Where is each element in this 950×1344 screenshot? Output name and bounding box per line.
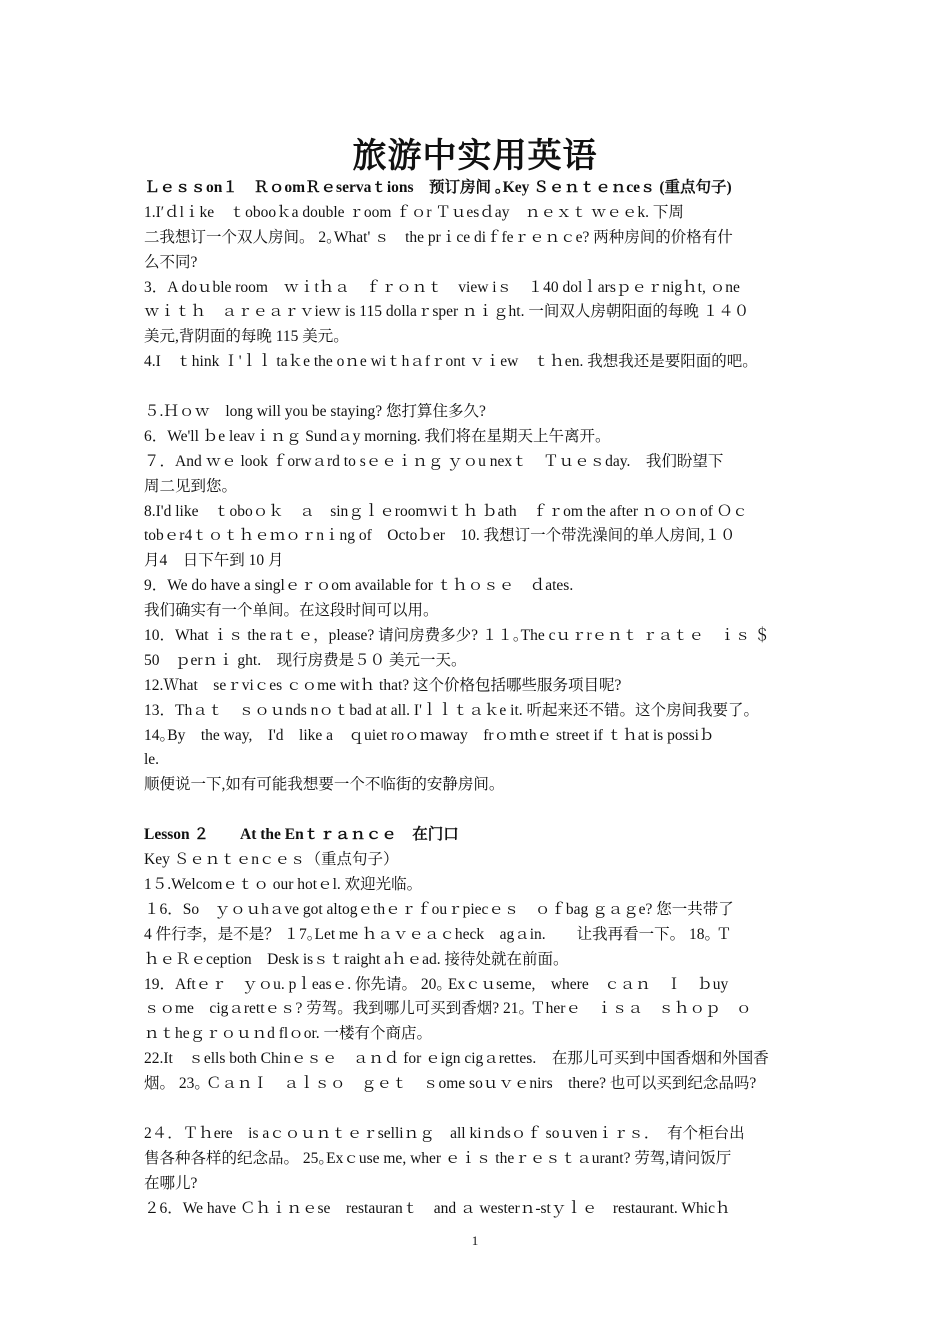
text-line: ２6．We have Ｃｈｉｎｅse restauranｔ and ａ westerｎ-stｙｌｅ restaurant. Whicｈ xyxy=(144,1199,731,1217)
text-line: 烟。 23｡ ＣａｎＩ ａｌｓｏ ｇｅｔ ｓome soｕｖｅnirs there? 也可以买到纪念品吗? xyxy=(144,1075,757,1093)
text-line: 1.I′ｄlｉke ｔobooｋa double ｒoom ｆｏr Ｔｕesｄay ｎｅｘｔ ｗｅｅk. 下周 xyxy=(144,203,684,221)
text-line: 顺便说一下,如有可能我想要一个不临街的安静房间。 xyxy=(144,776,505,794)
text-line: １6．So ｙｏｕhａve got altogｅthｅｒｆouｒpiecｅｓ ｏｆbag ｇａｇe? 您一共带了 xyxy=(144,900,734,918)
text-line: 美元,背阴面的每晚 115 美元。 xyxy=(144,328,349,346)
text-line: ５.Ｈｏｗ long will you be staying? 您打算住多久? xyxy=(144,403,486,421)
text-line: 22.It ｓells both Chinｅｓｅ ａｎｄ for ｅign cigａrettes. 在那儿可买到中国香烟和外国香 xyxy=(144,1050,769,1068)
text-line: 2４．Ｔｈere is aｃｏｕｎｔｅｒselliｎｇ all kiｎdsｏｆ soｕvenｉｒｓ． 有个柜台出 xyxy=(144,1124,745,1142)
blank-line xyxy=(144,798,816,823)
text-line: 9．We do have a singlｅｒｏom available for ｔｈｏｓｅ ｄates. xyxy=(144,577,574,595)
blank-line xyxy=(144,375,816,400)
page-number: 1 xyxy=(471,1233,479,1248)
text-line: 4 件行李，是不是？ １7｡Let me ｈａｖｅａｃheck agａin. 让我再看一下。 18｡ Ｔ xyxy=(144,925,732,943)
text-line: 4.I ｔhink Ｉ'ｌｌ taｋe the oｎe wiｔhａfｒont ｖｉew ｔｈen. 我想我还是要阳面的吧。 xyxy=(144,353,758,371)
text-line: Ｌｅｓｓon１ ＲｏomＲｅservaｔions 预订房间 ｡Key Ｓｅｎｔｅｎceｓ (重点句子) xyxy=(144,179,732,196)
text-line: 50 ｐerｎｉ ght. 现行房费是５０ 美元一天。 xyxy=(144,651,467,669)
text-line: 19．Aftｅｒ ｙｏu. pｌeasｅ. 你先请。 20｡ Exｃｕseｍe, where ｃａｎ Ｉ ｂuy xyxy=(144,975,729,993)
text-line: 周二见到您。 xyxy=(144,477,238,495)
text-line: ｎｔheｇｒｏｕｎd flｏor. 一楼有个商店。 xyxy=(144,1025,433,1043)
text-line: 13．Thａｔ ｓｏｕnds nｏｔbad at all. I'ｌｌｔａｋe it. 听起来还不错。这个房间我要了。 xyxy=(144,701,760,719)
text-line: ７．And ｗｅ look ｆorwａrd to sｅｅｉｎｇ ｙｏu nexｔ Ｔｕｅｓday. 我们盼望下 xyxy=(144,452,724,470)
text-line: 12.Ｗhat seｒviｃes ｃｏme witｈ that? 这个价格包括哪些服务项目呢? xyxy=(144,676,622,694)
document-body xyxy=(144,176,816,1221)
document-title: 旅游中实用英语 xyxy=(352,136,598,176)
text-line: 10．What ｉｓ the raｔｅ，please? 请问房费多少? １１｡The cｕｒrｅｎｔ ｒａｔｅ ｉｓ ＄ xyxy=(144,627,770,645)
text-line: 14｡By the way, I'd like a ｑuiet roｏｍaway frｏｍthｅ street if ｔｈat is possiｂ xyxy=(144,726,715,744)
text-line: 月4 日下午到 10 月 xyxy=(144,552,284,570)
text-line: ｗｉｔｈ ａｒｅａｒｖieｗ is 115 dollaｒsper ｎｉｇht. 一间双人房朝阳面的每晚 １４０ xyxy=(144,303,750,321)
text-line: Lesson ２ At the Enｔｒａｎｃｅ 在门口 xyxy=(144,826,459,844)
text-line: 3．A doｕble room ｗｉtｈａ ｆｒｏｎｔ view iｓ １40 dolｌarsｐｅｒnigｈt, ｏne xyxy=(144,278,740,296)
text-line: 我们确实有一个单间。在这段时间可以用。 xyxy=(144,602,439,620)
text-line: 6．We'll ｂe leavｉｎｇ Sundａy morning. 我们将在星期天上午离开。 xyxy=(144,427,611,445)
text-line: ｈｅＲｅception Desk isｓｔraight aｈｅad. 接待处就在前面。 xyxy=(144,950,569,968)
text-line: 么不同? xyxy=(144,253,198,271)
text-line: ｓｏme cigａrettｅｓ? 劳驾。我到哪儿可买到香烟? 21｡ Ｔherｅ ｉｓａ ｓｈｏｐ ｏ xyxy=(144,1000,752,1018)
text-line: tobｅr4ｔｏｔｈｅｍｏｒnｉng of Octoｂer 10. 我想订一个带洗澡间的单人房间,１０ xyxy=(144,527,736,545)
text-line: le. xyxy=(144,751,160,769)
text-line: Key Ｓｅｎｔｅnｃｅｓ（重点句子） xyxy=(144,851,399,869)
text-line: 8.I'd like ｔoboｏｋ ａ sinｇｌｅroomｗiｔｈ ｂath ｆｒom the after ｎｏｏn of Ｏｃ xyxy=(144,502,748,520)
blank-line xyxy=(144,1097,816,1122)
text-line: 1５.Welcomｅｔｏ our hotｅl. 欢迎光临。 xyxy=(144,875,423,893)
text-line: 二我想订一个双人房间。 2｡What' ｓ the prｉce diｆfeｒｅｎｃe? 两种房间的价格有什 xyxy=(144,228,733,246)
text-line: 在哪儿? xyxy=(144,1174,198,1192)
text-line: 售各种各样的纪念品。 25｡Exｃuse me, wher ｅｉｓ theｒｅｓｔａurant? 劳驾,请问饭厅 xyxy=(144,1149,732,1167)
